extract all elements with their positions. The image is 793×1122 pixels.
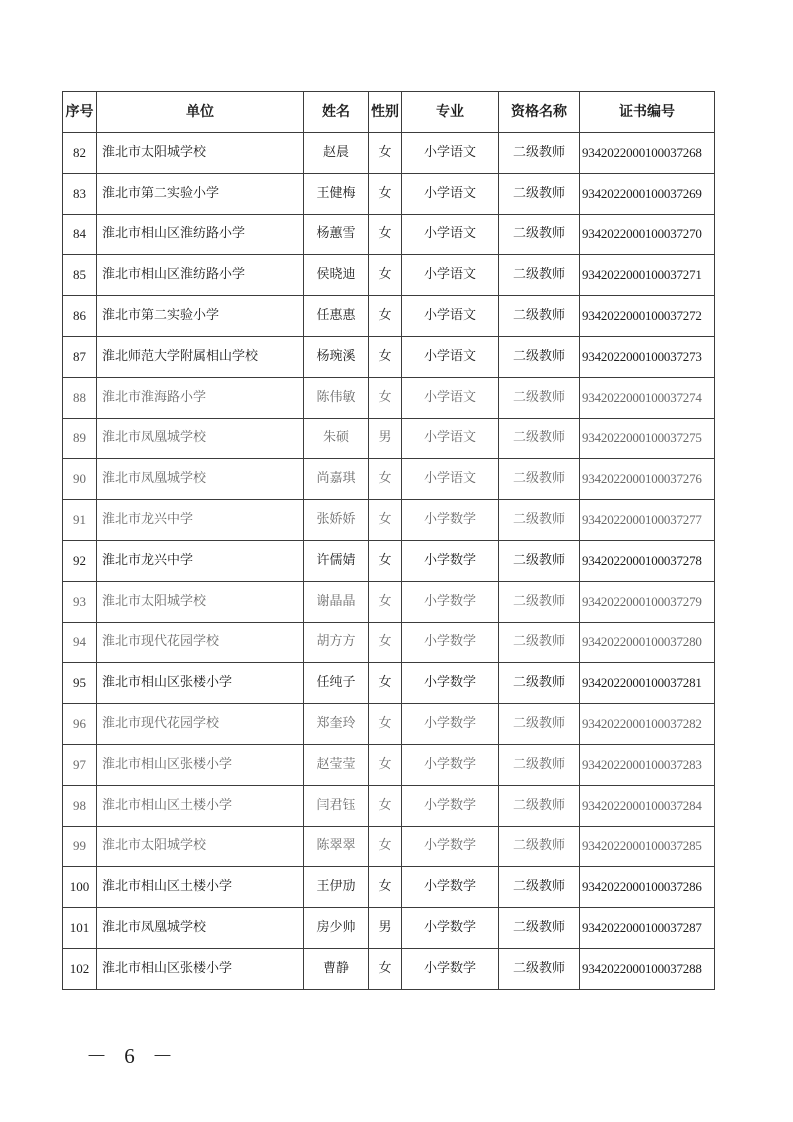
cell-unit: 淮北市第二实验小学 <box>97 173 304 214</box>
cell-serial-number: 101 <box>63 908 97 949</box>
cell-name: 许儒婧 <box>304 540 369 581</box>
cell-major: 小学数学 <box>402 622 499 663</box>
table-row <box>63 418 715 459</box>
cell-qualification: 二级教师 <box>499 867 580 908</box>
cell-qualification: 二级教师 <box>499 785 580 826</box>
cell-certificate-number: 9342022000100037272 <box>580 296 715 337</box>
cell-unit: 淮北市相山区张楼小学 <box>97 744 304 785</box>
cell-name: 王健梅 <box>304 173 369 214</box>
cell-certificate-number: 9342022000100037278 <box>580 540 715 581</box>
cell-serial-number: 94 <box>63 622 97 663</box>
header-name: 姓名 <box>304 92 369 133</box>
table-row <box>63 948 715 989</box>
cell-gender: 女 <box>369 867 402 908</box>
cell-unit: 淮北市凤凰城学校 <box>97 459 304 500</box>
cell-major: 小学语文 <box>402 296 499 337</box>
cell-name: 赵晨 <box>304 133 369 174</box>
cell-serial-number: 92 <box>63 540 97 581</box>
cell-serial-number: 102 <box>63 948 97 989</box>
cell-unit: 淮北市相山区张楼小学 <box>97 948 304 989</box>
cell-qualification: 二级教师 <box>499 336 580 377</box>
cell-certificate-number: 9342022000100037269 <box>580 173 715 214</box>
table-header-row <box>63 92 715 133</box>
cell-name: 杨蕙雪 <box>304 214 369 255</box>
cell-serial-number: 87 <box>63 336 97 377</box>
cell-certificate-number: 9342022000100037281 <box>580 663 715 704</box>
cell-qualification: 二级教师 <box>499 459 580 500</box>
cell-serial-number: 89 <box>63 418 97 459</box>
cell-name: 任惠惠 <box>304 296 369 337</box>
cell-name: 赵莹莹 <box>304 744 369 785</box>
cell-unit: 淮北市太阳城学校 <box>97 826 304 867</box>
cell-name: 杨琬溪 <box>304 336 369 377</box>
cell-gender: 女 <box>369 214 402 255</box>
table-row <box>63 377 715 418</box>
cell-major: 小学语文 <box>402 459 499 500</box>
cell-major: 小学语文 <box>402 214 499 255</box>
cell-major: 小学数学 <box>402 908 499 949</box>
cell-certificate-number: 9342022000100037279 <box>580 581 715 622</box>
cell-unit: 淮北市凤凰城学校 <box>97 418 304 459</box>
cell-major: 小学数学 <box>402 948 499 989</box>
cell-gender: 女 <box>369 540 402 581</box>
table-row <box>63 908 715 949</box>
cell-gender: 女 <box>369 744 402 785</box>
cell-unit: 淮北市凤凰城学校 <box>97 908 304 949</box>
table-row <box>63 133 715 174</box>
cell-unit: 淮北市相山区土楼小学 <box>97 867 304 908</box>
cell-name: 侯晓迪 <box>304 255 369 296</box>
cell-certificate-number: 9342022000100037271 <box>580 255 715 296</box>
cell-name: 陈伟敏 <box>304 377 369 418</box>
cell-gender: 女 <box>369 581 402 622</box>
cell-unit: 淮北市现代花园学校 <box>97 622 304 663</box>
cell-unit: 淮北师范大学附属相山学校 <box>97 336 304 377</box>
cell-name: 谢晶晶 <box>304 581 369 622</box>
cell-name: 胡方方 <box>304 622 369 663</box>
cell-major: 小学数学 <box>402 744 499 785</box>
cell-certificate-number: 9342022000100037285 <box>580 826 715 867</box>
cell-serial-number: 97 <box>63 744 97 785</box>
cell-qualification: 二级教师 <box>499 296 580 337</box>
cell-certificate-number: 9342022000100037275 <box>580 418 715 459</box>
table-row <box>63 663 715 704</box>
cell-serial-number: 91 <box>63 500 97 541</box>
cell-major: 小学数学 <box>402 540 499 581</box>
cell-unit: 淮北市相山区张楼小学 <box>97 663 304 704</box>
teacher-certificate-table <box>62 91 715 990</box>
table-row <box>63 622 715 663</box>
cell-unit: 淮北市相山区淮纺路小学 <box>97 214 304 255</box>
table-row <box>63 214 715 255</box>
cell-gender: 女 <box>369 459 402 500</box>
cell-qualification: 二级教师 <box>499 622 580 663</box>
cell-name: 张娇娇 <box>304 500 369 541</box>
cell-qualification: 二级教师 <box>499 744 580 785</box>
table-row <box>63 826 715 867</box>
cell-certificate-number: 9342022000100037282 <box>580 704 715 745</box>
cell-name: 曹静 <box>304 948 369 989</box>
cell-name: 任纯子 <box>304 663 369 704</box>
cell-gender: 女 <box>369 255 402 296</box>
cell-major: 小学语文 <box>402 377 499 418</box>
table-row <box>63 540 715 581</box>
cell-name: 王伊劢 <box>304 867 369 908</box>
cell-gender: 女 <box>369 336 402 377</box>
cell-major: 小学数学 <box>402 785 499 826</box>
cell-certificate-number: 9342022000100037286 <box>580 867 715 908</box>
cell-major: 小学语文 <box>402 133 499 174</box>
cell-major: 小学语文 <box>402 336 499 377</box>
cell-name: 闫君钰 <box>304 785 369 826</box>
cell-serial-number: 96 <box>63 704 97 745</box>
cell-gender: 女 <box>369 704 402 745</box>
cell-qualification: 二级教师 <box>499 377 580 418</box>
cell-certificate-number: 9342022000100037273 <box>580 336 715 377</box>
header-major: 专业 <box>402 92 499 133</box>
cell-certificate-number: 9342022000100037268 <box>580 133 715 174</box>
header-gender: 性别 <box>369 92 402 133</box>
cell-qualification: 二级教师 <box>499 826 580 867</box>
cell-serial-number: 85 <box>63 255 97 296</box>
table-row <box>63 459 715 500</box>
cell-qualification: 二级教师 <box>499 500 580 541</box>
cell-serial-number: 84 <box>63 214 97 255</box>
cell-name: 陈翠翠 <box>304 826 369 867</box>
cell-serial-number: 88 <box>63 377 97 418</box>
cell-major: 小学数学 <box>402 500 499 541</box>
cell-certificate-number: 9342022000100037276 <box>580 459 715 500</box>
cell-serial-number: 99 <box>63 826 97 867</box>
cell-gender: 女 <box>369 173 402 214</box>
cell-unit: 淮北市龙兴中学 <box>97 500 304 541</box>
cell-gender: 女 <box>369 826 402 867</box>
cell-certificate-number: 9342022000100037283 <box>580 744 715 785</box>
cell-name: 朱硕 <box>304 418 369 459</box>
cell-major: 小学数学 <box>402 826 499 867</box>
cell-certificate-number: 9342022000100037284 <box>580 785 715 826</box>
cell-certificate-number: 9342022000100037280 <box>580 622 715 663</box>
table-row <box>63 744 715 785</box>
cell-unit: 淮北市太阳城学校 <box>97 581 304 622</box>
cell-certificate-number: 9342022000100037287 <box>580 908 715 949</box>
cell-serial-number: 93 <box>63 581 97 622</box>
cell-unit: 淮北市相山区淮纺路小学 <box>97 255 304 296</box>
cell-major: 小学语文 <box>402 173 499 214</box>
cell-gender: 女 <box>369 622 402 663</box>
cell-major: 小学数学 <box>402 704 499 745</box>
cell-qualification: 二级教师 <box>499 173 580 214</box>
header-serial-number: 序号 <box>63 92 97 133</box>
cell-qualification: 二级教师 <box>499 255 580 296</box>
cell-name: 房少帅 <box>304 908 369 949</box>
header-certificate-number: 证书编号 <box>580 92 715 133</box>
cell-gender: 女 <box>369 785 402 826</box>
cell-major: 小学数学 <box>402 663 499 704</box>
cell-gender: 女 <box>369 296 402 337</box>
cell-qualification: 二级教师 <box>499 133 580 174</box>
cell-name: 郑奎玲 <box>304 704 369 745</box>
cell-qualification: 二级教师 <box>499 704 580 745</box>
cell-gender: 女 <box>369 948 402 989</box>
table-row <box>63 867 715 908</box>
table-row <box>63 336 715 377</box>
cell-serial-number: 95 <box>63 663 97 704</box>
cell-qualification: 二级教师 <box>499 581 580 622</box>
cell-certificate-number: 9342022000100037274 <box>580 377 715 418</box>
table-row <box>63 704 715 745</box>
cell-qualification: 二级教师 <box>499 908 580 949</box>
cell-gender: 男 <box>369 908 402 949</box>
cell-gender: 女 <box>369 377 402 418</box>
cell-serial-number: 86 <box>63 296 97 337</box>
cell-certificate-number: 9342022000100037277 <box>580 500 715 541</box>
cell-gender: 女 <box>369 500 402 541</box>
cell-major: 小学语文 <box>402 418 499 459</box>
table-row <box>63 173 715 214</box>
cell-name: 尚嘉琪 <box>304 459 369 500</box>
table-row <box>63 500 715 541</box>
table-row <box>63 255 715 296</box>
cell-qualification: 二级教师 <box>499 214 580 255</box>
cell-certificate-number: 9342022000100037270 <box>580 214 715 255</box>
cell-qualification: 二级教师 <box>499 948 580 989</box>
cell-gender: 女 <box>369 133 402 174</box>
cell-unit: 淮北市淮海路小学 <box>97 377 304 418</box>
cell-serial-number: 83 <box>63 173 97 214</box>
cell-serial-number: 90 <box>63 459 97 500</box>
cell-serial-number: 82 <box>63 133 97 174</box>
cell-serial-number: 100 <box>63 867 97 908</box>
header-unit: 单位 <box>97 92 304 133</box>
cell-gender: 女 <box>369 663 402 704</box>
cell-unit: 淮北市太阳城学校 <box>97 133 304 174</box>
table-row <box>63 296 715 337</box>
cell-certificate-number: 9342022000100037288 <box>580 948 715 989</box>
cell-unit: 淮北市龙兴中学 <box>97 540 304 581</box>
cell-major: 小学数学 <box>402 867 499 908</box>
table-body <box>63 133 715 990</box>
page-number: － 6 － <box>86 1044 179 1068</box>
cell-unit: 淮北市第二实验小学 <box>97 296 304 337</box>
header-qualification: 资格名称 <box>499 92 580 133</box>
cell-qualification: 二级教师 <box>499 663 580 704</box>
cell-major: 小学语文 <box>402 255 499 296</box>
cell-serial-number: 98 <box>63 785 97 826</box>
table-row <box>63 581 715 622</box>
cell-gender: 男 <box>369 418 402 459</box>
cell-qualification: 二级教师 <box>499 540 580 581</box>
table-row <box>63 785 715 826</box>
cell-major: 小学数学 <box>402 581 499 622</box>
cell-qualification: 二级教师 <box>499 418 580 459</box>
cell-unit: 淮北市现代花园学校 <box>97 704 304 745</box>
cell-unit: 淮北市相山区土楼小学 <box>97 785 304 826</box>
